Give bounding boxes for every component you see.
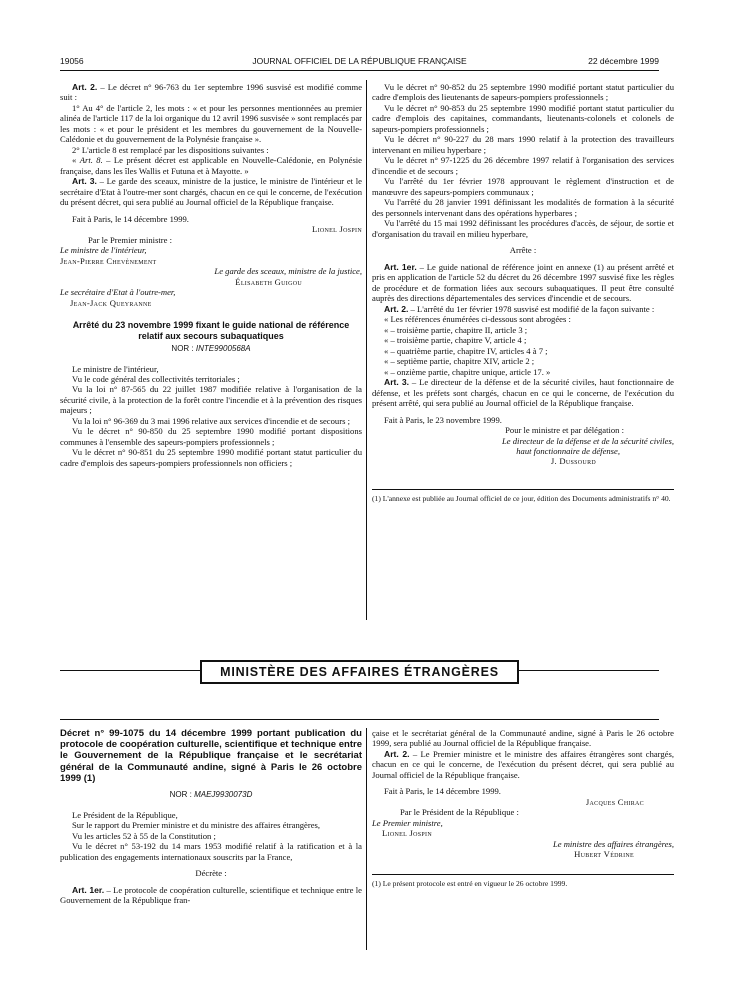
journal-title: JOURNAL OFFICIEL DE LA RÉPUBLIQUE FRANÇAISE [252, 56, 467, 66]
section-rule [60, 719, 659, 720]
visa-item: Vu la loi n° 96-369 du 3 mai 1996 relative aux services d'incendie et de secours ; [72, 415, 350, 426]
directeur-title-1: Le directeur de la défense et de la sécurité civiles, [502, 435, 674, 446]
par-le-premier-ministre: Par le Premier ministre : [88, 234, 173, 245]
art1-continued: çaise et le secrétariat général de la Communauté andine, signé à Paris le 26 octobre 1999, sera publié au Journal officiel de la République française. [372, 728, 674, 749]
mae-name: Hubert Védrine [574, 849, 634, 860]
visa-item: Vu l'arrêté du 28 janvier 1991 définissant les modalités de formation à la sécurité des personnels intervenant dans des opérations hyperbares ; [372, 197, 674, 218]
preamble-item: Sur le rapport du Premier ministre et du ministre des affaires étrangères, [72, 820, 321, 831]
art2: Art. 2. – L'arrêté du 1er février 1978 susvisé est modifié de la façon suivante : [384, 303, 655, 314]
list-item: « – troisième partie, chapitre V, article 4 ; [384, 335, 527, 346]
header-rule [60, 70, 659, 71]
signer-jospin: Lionel Jospin [312, 224, 362, 235]
directeur-title-2: haut fonctionnaire de défense, [516, 445, 620, 456]
ministry-title: MINISTÈRE DES AFFAIRES ÉTRANGÈRES [200, 660, 519, 684]
outremer-title: Le secrétaire d'Etat à l'outre-mer, [60, 287, 176, 298]
list-item: « – quatrième partie, chapitre IV, articles 4 à 7 ; [384, 345, 548, 356]
garde-title: Le garde des sceaux, ministre de la justice, [214, 266, 362, 277]
preamble-item: Vu les articles 52 à 55 de la Constitution ; [72, 830, 216, 841]
visa-item: Vu l'arrêté du 1er février 1978 approuvant le règlement d'instruction et de manœuvre des sapeurs-pompiers communaux ; [372, 176, 674, 197]
par-le-president: Par le Président de la République : [400, 807, 519, 818]
page-header [60, 56, 659, 68]
decret-title: Décret n° 99-1075 du 14 décembre 1999 portant publication du protocole de coopération culturelle, scientifique et technique entre le Gouvernement de la République française et le secrétariat général de la Communauté andine, signé à Paris le 26 octobre 1999 (1) [60, 728, 362, 784]
preamble-item: Vu le décret n° 53-192 du 14 mars 1953 modifié relatif à la ratification et à la publication des engagements internationaux souscrits par la France, [60, 841, 362, 862]
fait-paris: Fait à Paris, le 14 décembre 1999. [384, 786, 501, 797]
art3: Art. 3. – Le directeur de la défense et de la sécurité civiles, haut fonctionnaire de défense, et les préfets sont chargés, chacun en ce qui le concerne, de l'exécution du présent arrêté, qui sera publié au Journal officiel de la République française. [372, 377, 674, 409]
mae-title: Le ministre des affaires étrangères, [552, 838, 674, 849]
delegation: Pour le ministre et par délégation : [505, 425, 624, 436]
min-interieur-name: Jean-Pierre Chevènement [60, 255, 157, 266]
visa-item: Vu le décret n° 90-851 du 25 septembre 1990 modifié portant statut particulier du cadre d'emplois des sapeurs-pompiers professionnels non officiers ; [60, 447, 362, 468]
art1: Art. 1er. – Le guide national de référence joint en annexe (1) au présent arrêté et pris en application de l'article 52 du décret du 26 décembre 1997 susvisé fixe les règles de procédure et de formation liées aux secours subaquatiques. Il peut être consulté auprès des directions départementales des services d'incendie et de secours. [372, 261, 674, 304]
art2-p3: « Art. 8. – Le présent décret est applicable en Nouvelle-Calédonie, en Polynésie française, dans les îles Wallis et Futuna et à Mayotte. » [60, 155, 362, 176]
column-bottom-left [60, 728, 362, 906]
visa-item: Vu l'arrêté du 15 mai 1992 définissant les procédures d'accès, de séjour, de sortie et d'organisation du travail en milieu hyperbare, [372, 218, 674, 239]
footnote: (1) L'annexe est publiée au Journal officiel de ce jour, édition des Documents administratifs n° 40. [372, 493, 671, 503]
ministry-banner [60, 648, 659, 694]
arrete-word: Arrête : [509, 245, 537, 256]
visa-item: Vu la loi n° 87-565 du 22 juillet 1987 modifiée relative à l'organisation de la sécurité civile, à la protection de la forêt contre l'incendie et à la prévention des risques majeurs ; [60, 384, 362, 416]
signer-chirac: Jacques Chirac [585, 796, 644, 807]
column-divider-top [366, 80, 367, 620]
page-number: 19056 [60, 56, 84, 66]
visa-item: Vu le décret n° 90-852 du 25 septembre 1990 modifié portant statut particulier du cadre d'emplois des lieutenants de sapeurs-pompiers professionnels ; [372, 82, 674, 103]
footnote-rule [372, 489, 674, 490]
visa-item: Vu le code général des collectivités territoriales ; [72, 374, 240, 384]
list-item: « – troisième partie, chapitre II, article 3 ; [384, 324, 528, 335]
outremer-name: Jean-Jack Queyranne [70, 297, 152, 308]
directeur-name: J. Dussourd [550, 456, 596, 467]
min-interieur-title: Le ministre de l'intérieur, [60, 245, 147, 256]
footnote-rule [372, 874, 674, 875]
footnote: (1) Le présent protocole est entré en vigueur le 26 octobre 1999. [372, 878, 568, 888]
art2: Art. 2. – Le Premier ministre et le ministre des affaires étrangères sont chargés, chacun en ce qui le concerne, de l'exécution du présent décret, qui sera publié au Journal officiel de la République française. [372, 748, 674, 780]
arrete-nor: NOR : INTE9900568A [171, 343, 251, 353]
fait-paris: Fait à Paris, le 23 novembre 1999. [384, 414, 502, 425]
column-top-left [60, 82, 362, 468]
visa-item: Vu le décret n° 97-1225 du 26 décembre 1997 relatif à l'organisation des services d'incendie et de secours ; [372, 155, 674, 176]
visa-item: Vu le décret n° 90-850 du 25 septembre 1990 modifié portant dispositions communes à l'ensemble des sapeurs-pompiers professionnels ; [60, 426, 362, 447]
issue-date: 22 décembre 1999 [588, 56, 659, 66]
preamble-item: Le Président de la République, [72, 809, 178, 820]
art2-p2: 2° L'article 8 est remplacé par les dispositions suivantes : [72, 144, 269, 155]
list-item: « – onzième partie, chapitre unique, article 17. » [384, 366, 551, 377]
list-intro: « Les références énumérées ci-dessous sont abrogées : [384, 314, 571, 325]
visa-item: Vu le décret n° 90-227 du 28 mars 1990 relatif à la protection des travailleurs intervenant en milieu hyperbare ; [372, 134, 674, 155]
column-divider-bottom [366, 728, 367, 950]
fait-paris: Fait à Paris, le 14 décembre 1999. [72, 213, 189, 224]
column-top-right [372, 82, 674, 503]
garde-name: Élisabeth Guigou [235, 276, 302, 287]
decret-nor: NOR : MAEJ9930073D [169, 790, 253, 800]
art2-p1: 1° Au 4° de l'article 2, les mots : « et pour les personnes mentionnées au premier alinéa de l'article 117 de la loi organique du 12 avril 1996 susvisée » sont remplacés par les mots : « et pour le président et les membres du gouvernement de la Nouvelle-Calédonie et du gouvernement de la Polynésie française ». [60, 102, 362, 145]
art1: Art. 1er. – Le protocole de coopération culturelle, scientifique et technique entre le Gouvernement de la République fran- [60, 884, 362, 906]
visa-item: Vu le décret n° 90-853 du 25 septembre 1990 modifié portant statut particulier du cadre d'emplois des capitaines, commandants, lieutenants-colonels et colonels de sapeurs-pompiers professionnels ; [372, 102, 674, 134]
visa-item: Le ministre de l'intérieur, [72, 363, 159, 374]
arrete-title: Arrêté du 23 novembre 1999 fixant le guide national de référence relatif aux secours subaquatiques [72, 320, 350, 341]
pm-title: Le Premier ministre, [372, 817, 443, 828]
column-bottom-right [372, 728, 674, 888]
art2-intro: Art. 2. – Le décret n° 96-763 du 1er septembre 1996 susvisé est modifié comme suit : [60, 82, 363, 103]
pm-name: Lionel Jospin [382, 828, 432, 839]
decrete-word: Décrète : [195, 868, 227, 879]
art3: Art. 3. – Le garde des sceaux, ministre de la justice, le ministre de l'intérieur et le secrétaire d'Etat à l'outre-mer sont chargés, chacun en ce qui le concerne, de l'exécution du présent décret, qui sera publié au Journal officiel de la République française. [60, 176, 362, 208]
list-item: « – septième partie, chapitre XIV, article 2 ; [384, 356, 535, 367]
